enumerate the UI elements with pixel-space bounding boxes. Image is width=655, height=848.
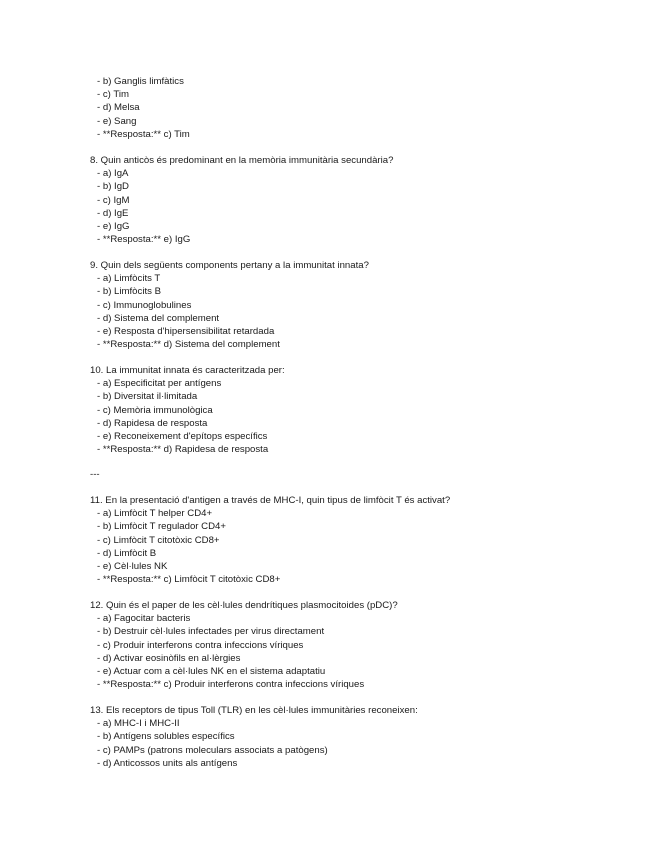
section-separator [90,468,615,481]
option-line: - e) Reconeixement d'epítops específics [97,431,268,443]
option-line: - e) Actuar com a cèl·lules NK en el sistema adaptatiu [97,666,326,678]
question-text: 12. Quin és el paper de les cèl·lules dendrítiques plasmocitoides (pDC)? [90,600,398,611]
answer-line: - **Resposta:** e) IgG [97,234,191,246]
question-text: 8. Quin anticòs és predominant en la memòria immunitària secundària? [90,155,394,166]
answer-line: - **Resposta:** d) Sistema del complement [97,339,280,351]
answer-line: - **Resposta:** c) Tim [97,128,190,140]
option-line: - e) IgG [97,221,130,233]
option-line: - d) IgE [97,207,129,219]
option-line: - d) Melsa [97,102,140,114]
option-line: - d) Rapidesa de resposta [97,417,208,429]
option-line: - b) IgD [97,181,129,193]
option-line: - c) Produir interferons contra infeccions víriques [97,639,304,651]
option-line: - d) Activar eosinòfils en al·lèrgies [97,652,241,664]
question-text: 9. Quin dels següents components pertany a la immunitat innata? [90,260,369,271]
question-8 [90,154,615,246]
option-line: - b) Antígens solubles específics [97,731,235,743]
option-line: - e) Resposta d'hipersensibilitat retardada [97,326,275,338]
option-line: - b) Destruir cèl·lules infectades per virus directament [97,626,325,638]
option-line: - d) Limfòcit B [97,547,157,559]
question-12 [90,599,615,691]
option-line: - a) Especificitat per antígens [97,378,222,390]
question-7-continued [90,75,615,141]
option-line: - b) Limfòcits B [97,286,161,298]
option-line: - c) Memòria immunològica [97,404,213,416]
option-line: - e) Cèl·lules NK [97,561,168,573]
option-line: - a) Fagocitar bacteris [97,613,191,625]
question-10 [90,364,615,456]
option-line: - a) IgA [97,168,129,180]
question-text: 11. En la presentació d'antigen a través de MHC-I, quin tipus de limfòcit T és activat? [90,495,451,506]
option-line: - c) Limfòcit T citotòxic CD8+ [97,534,220,546]
option-line: - b) Ganglis limfàtics [97,76,184,87]
answer-line: - **Resposta:** c) Produir interferons contra infeccions víriques [97,679,365,691]
option-line: - a) Limfòcit T helper CD4+ [97,508,213,520]
question-11 [90,494,615,586]
question-text: 10. La immunitat innata és caracteritzada per: [90,365,285,376]
option-line: - c) PAMPs (patrons moleculars associats a patògens) [97,744,328,756]
option-line: - a) MHC-I i MHC-II [97,718,180,730]
option-line: - b) Diversitat il·limitada [97,391,198,403]
separator-text: --- [90,469,100,480]
option-line: - c) IgM [97,194,130,206]
option-line: - e) Sang [97,115,137,127]
option-line: - b) Limfòcit T regulador CD4+ [97,521,226,533]
question-9 [90,259,615,351]
answer-line: - **Resposta:** c) Limfòcit T citotòxic CD8+ [97,574,281,586]
option-line: - a) Limfòcits T [97,273,161,285]
question-text: 13. Els receptors de tipus Toll (TLR) en les cèl·lules immunitàries reconeixen: [90,705,418,716]
answer-line: - **Resposta:** d) Rapidesa de resposta [97,444,269,456]
option-line: - d) Sistema del complement [97,312,220,324]
question-13 [90,704,615,770]
option-line: - c) Immunoglobulines [97,299,192,311]
option-line: - d) Anticossos units als antígens [97,757,238,769]
option-line: - c) Tim [97,89,129,101]
